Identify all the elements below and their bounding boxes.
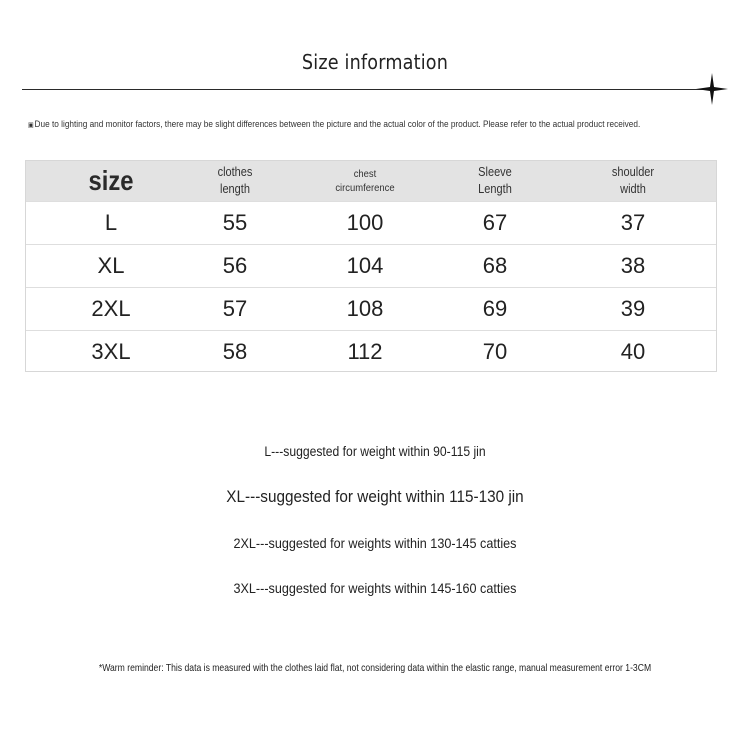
header-size: size [88,165,134,197]
cell-sleeve: 68 [482,253,508,278]
cell-chest: 108 [346,296,384,321]
cell-shoulder: 38 [620,253,646,278]
cell-shoulder: 40 [620,339,646,364]
header-sleeve-length [461,161,530,201]
weight-note-xl: XL---suggested for weight within 115-130 jin [226,487,524,506]
disclaimer [28,119,647,130]
cell-shoulder: 37 [620,210,646,235]
cell-size: XL [97,253,125,278]
weight-note-2xl: 2XL---suggested for weights within 130-145 catties [233,535,517,551]
title-divider [22,89,710,90]
cell-sleeve: 69 [482,296,508,321]
cell-clothes-length: 56 [222,253,248,278]
header-clothes-length [201,161,270,201]
cell-clothes-length: 57 [222,296,248,321]
header-shoulder-width [546,161,720,201]
cell-size: L [104,210,118,235]
header-shoulder-line2: width [620,182,646,196]
cell-shoulder: 39 [620,296,646,321]
sparkle-icon [696,73,728,105]
header-clothes-length-line2: length [219,182,250,196]
header-shoulder-line1: shoulder [611,165,655,180]
weight-note-l: L---suggested for weight within 90-115 jin [264,444,486,459]
header-chest-line2: circumference [335,182,395,194]
weight-note-3xl: 3XL---suggested for weights within 145-160 catties [233,580,517,596]
header-sleeve-line1: Sleeve [478,165,512,180]
header-clothes-length-line1: clothes [217,165,253,180]
table-row [26,244,716,287]
size-table [25,160,717,372]
note-mark-icon: ▣ [28,122,34,129]
table-header [26,161,716,201]
header-chest-line1: chest [353,167,377,180]
cell-chest: 100 [346,210,384,235]
disclaimer-text: Due to lighting and monitor factors, there may be slight differences between the picture and the actual color of the product. Please refer to the actual product received. [34,119,641,130]
cell-size: 3XL [91,339,131,364]
table-row [26,201,716,244]
cell-chest: 104 [346,253,384,278]
table-row [26,287,716,330]
cell-size: 2XL [91,296,131,321]
header-chest-circumference [283,161,447,201]
header-sleeve-line2: Length [478,182,512,196]
table-row [26,330,716,373]
warm-reminder: *Warm reminder: This data is measured with the clothes laid flat, not considering data within the elastic range, manual measurement error 1-3CM [98,662,652,674]
cell-sleeve: 67 [482,210,508,235]
cell-clothes-length: 58 [222,339,248,364]
page-title: Size information [301,50,449,74]
cell-clothes-length: 55 [222,210,248,235]
cell-chest: 112 [347,339,383,364]
cell-sleeve: 70 [482,339,508,364]
